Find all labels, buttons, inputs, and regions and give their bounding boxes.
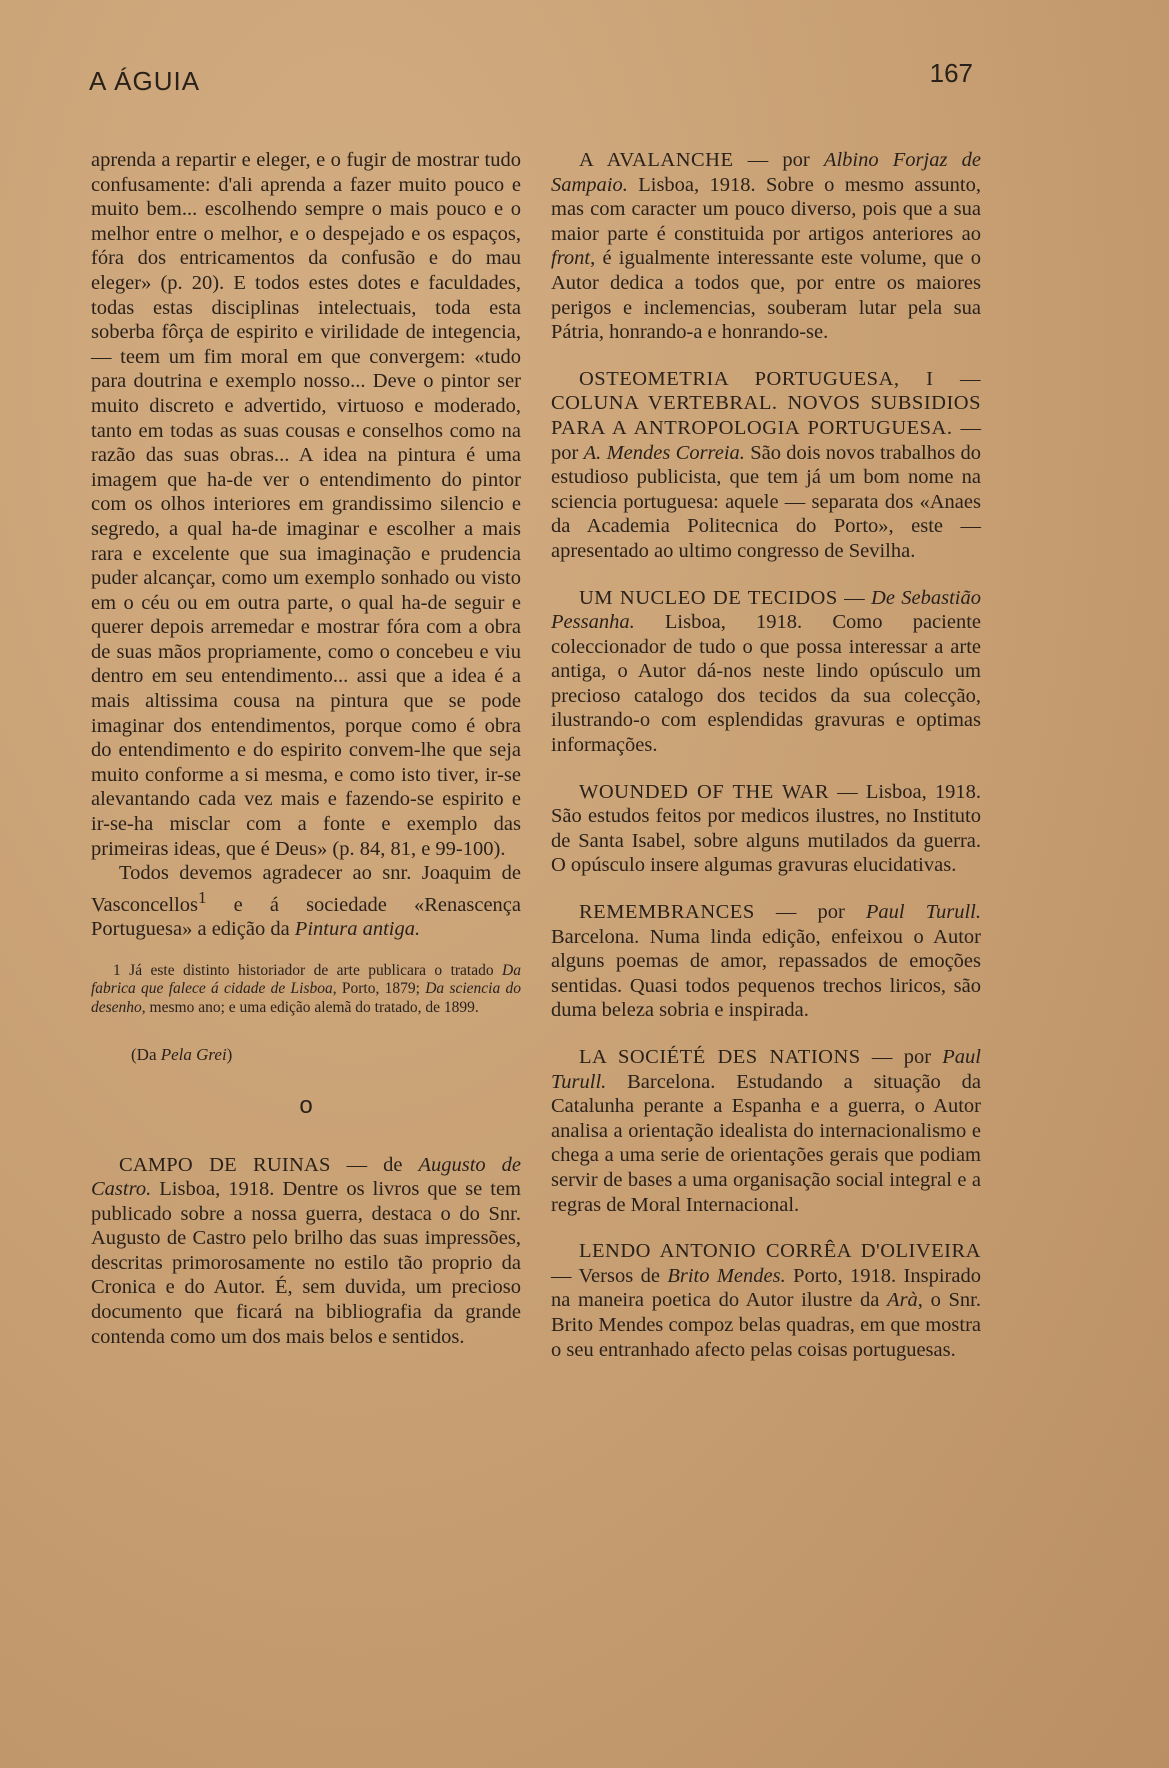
review-title: WOUNDED OF THE WAR [579,780,830,803]
review-author: Albino Forjaz de Sampaio. [551,149,981,196]
review-body: São dois novos trabalhos do estudioso publicista, que tem já um bom nome na sciencia portuguesa: aquele — separata dos «Anaes da Academia Politecnica do Porto», este — apresentado ao ultimo congresso de Sevilha. [551,441,982,562]
review-dash: — por [860,1046,943,1068]
thanks-end: e á sociedade «Renascença Portuguesa» a edição da [91,893,521,941]
review-emphasis-ara: Arà [887,1289,918,1312]
source-credit [91,1043,521,1068]
review-emphasis-front: front [551,247,591,270]
page-number: 167 [929,58,973,88]
source-credit-close: ) [226,1045,233,1065]
review-author: Brito Mendes. [667,1264,786,1287]
review-body-cont: , é igualmente interessante este volume, que o Autor dedica a todos que, por entre os maiores perigos e inclemencias, souberam lutar pela sua Pátria, honrando-a e honrando-se. [551,247,981,344]
thanks-paragraph [91,861,521,942]
source-credit-title: Pela Grei [160,1045,227,1065]
review-body: Lisboa, 1918. São estudos feitos por medicos ilustres, no Instituto de Santa Isabel, sobre alguns mutilados da guerra. O opúsculo insere algumas gravuras elucidativas. [551,780,982,877]
review-body: Porto, 1918. Inspirado na maneira poetica do Autor ilustre da [551,1264,981,1312]
review-dash: — Versos de [551,1264,668,1287]
review-wounded-of-the-war [551,780,981,878]
review-author: De Sebastião Pessanha. [551,586,982,634]
footnote-end: , mesmo ano; e uma edição alemã do tratado, de 1899. [141,998,479,1016]
review-campo-de-ruinas [91,1153,521,1350]
review-societe-des-nations [551,1045,981,1217]
left-column [91,148,521,1349]
review-dash: — [837,586,872,609]
review-title: UM NUCLEO DE TECIDOS [579,586,838,609]
review-body: Lisboa, 1918. Sobre o mesmo assunto, mas com caracter um pouco diverso, pois que a sua maior parte é constituida por artigos anteriores ao [551,173,981,245]
review-body: Lisboa, 1918. Dentre os livros que se tem publicado sobre a nossa guerra, destaca o do Snr. Augusto de Castro pelo brilho das suas impressões, descritas primorosamente no estilo tão proprio da Cronica e do Autor. É, sem duvida, um precioso documento que ficará na bibliografia da grande contenda como um dos mais belos e sentidos. [91,1178,521,1348]
review-title: CAMPO DE RUINAS [119,1153,331,1176]
quote-paragraph: aprenda a repartir e eleger, e o fugir de mostrar tudo confusamente: d'ali aprenda a fazer muito pouco e muito bem... escolhendo sempre o mais pouco e o melhor entre o melhor, e o despejado e os espaços, fóra dos entricamentos da confusão e do mau eleger» (p. 20). E todos estes dotes e faculdades, todas estas disciplinas intelectuais, toda esta soberba fôrça de espirito e virilidade de integencia, — teem um fim moral em que convergem: «tudo para doutrina e exemplo nosso... Deve o pintor ser muito discreto e advertido, virtuoso e moderado, tanto em todas as suas cousas e conselhos como na razão das suas obras... A idea na pintura é uma imagem que ha-de ver o entendimento do pintor com os olhos interiores em grandissimo silencio e segredo, a qual ha-de imaginar e escolher a mais rara e excelente que sua imaginação e prudencia puder alcançar, como um exemplo sonhado ou visto em o céu ou em outra parte, o qual ha-de seguir e querer depois arremedar e mostrar fóra com a obra de suas mãos propriamente, como o concebeu e viu dentro em seu entendimento... assi que a idea é a mais altissima cousa na pintura que se pode imaginar dos entendimentos, porque como é obra do entendimento e do espirito convem-lhe que seja muito conforme a si mesma, e como isto tiver, ir-se alevantando cada vez mais e fazendo-se espirito e ir-se-ha misclar com a fonte e exemplo das primeiras ideas, que é Deus» (p. 84, 81, e 99-100). [91,149,521,860]
footnote [91,962,521,1018]
review-body: Barcelona. Estudando a situação da Catalunha perante a Espanha e a guerra, o Autor analisa a orientação idealista do internacionalismo e chega a uma serie de orientações gerais que podiam servir de bases a uma organisação social integral e a regras de Moral Internacional. [551,1070,981,1216]
footnote-marker: 1 [198,887,207,907]
source-credit-open: (Da [131,1045,161,1065]
review-author: Paul Turull. [865,901,982,924]
review-osteometria [551,367,981,564]
review-title: OSTEOMETRIA PORTUGUESA, I — COLUNA VERTEBRAL. NOVOS SUBSIDIOS PARA A ANTROPOLOGIA PORTUGUESA. [551,367,981,439]
review-lendo-antonio-correa [551,1239,981,1362]
review-dash: — por [754,901,866,924]
review-author: Augusto de Castro. [91,1153,522,1201]
review-title: LA SOCIÉTÉ DES NATIONS [579,1046,861,1068]
review-author: A. Mendes Correia. [583,441,745,464]
review-body: Barcelona. Numa linda edição, enfeixou o Autor alguns poemas de amor, repassados de emoções sentidas. Quasi todos pequenos trechos liricos, são duma beleza sobria e inspirada. [551,925,981,1022]
review-dash: — de [330,1153,419,1176]
footnote-mid: , Porto, 1879; [332,980,426,998]
review-author: Paul Turull. [551,1046,981,1093]
review-dash: — por [733,149,824,171]
running-title: A ÁGUIA [89,66,201,96]
footnote-title-1: Da fabrica que falece á cidade de Lisboa [91,961,521,998]
footnote-title-2: Da sciencia do desenho [91,980,522,1016]
review-dash: — por [551,416,982,464]
right-column [551,148,981,1362]
review-nucleo-de-tecidos [551,586,981,758]
footnote-lead: 1 Já este distinto historiador de arte publicara o tratado [113,961,503,979]
review-body-cont: , o Snr. Brito Mendes compoz belas quadras, em que mostra o seu entranhado afecto pelas coisas portuguesas. [551,1289,981,1361]
thanks-start: Todos devemos agradecer ao snr. Joaquim de Vasconcellos [91,862,521,916]
review-title: REMEMBRANCES [579,901,755,924]
review-title: A AVALANCHE [579,149,734,171]
review-body: Lisboa, 1918. Como paciente coleccionador de tudo o que possa interessar a arte antiga, o Autor dá-nos neste lindo opúsculo um precioso catalogo dos tecidos da sua colecção, ilustrando-o com esplendidas gravuras e optimas informações. [551,611,981,757]
review-dash: — [829,780,866,803]
review-title: LENDO ANTONIO CORRÊA D'OLIVEIRA [579,1240,981,1263]
review-remembrances [551,900,981,1023]
review-avalanche [551,148,981,345]
thanks-title: Pintura antiga. [294,918,421,941]
section-separator: o [299,1091,313,1119]
